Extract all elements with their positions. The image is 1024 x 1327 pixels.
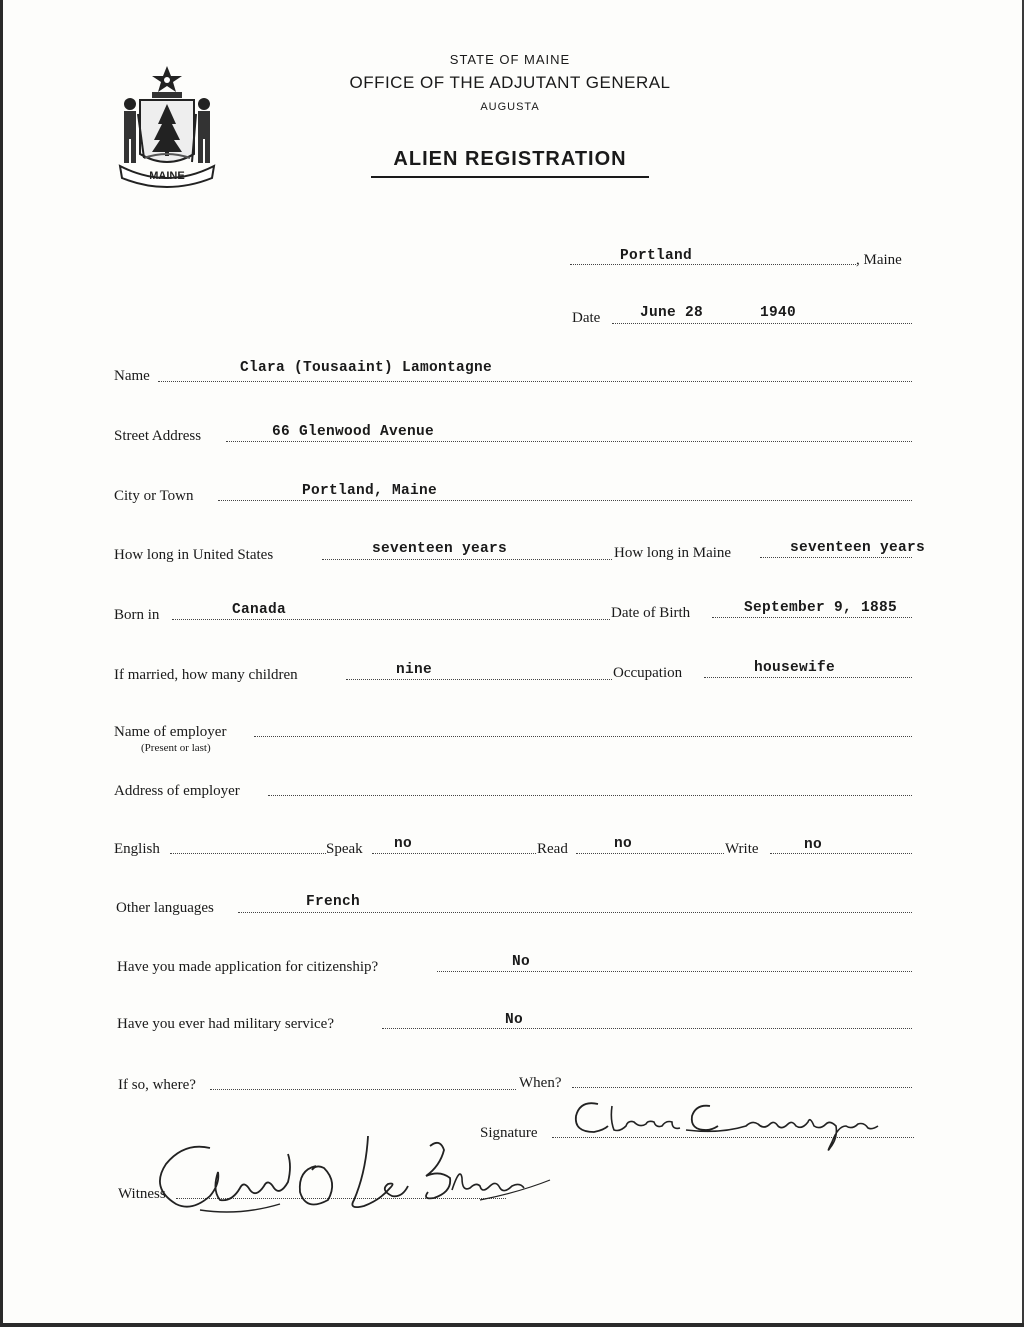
applicant-signature — [560, 1086, 920, 1166]
citizenship-dots — [437, 971, 912, 972]
born-value: Canada — [232, 602, 287, 618]
scan-edge-left — [0, 0, 3, 1327]
street-label: Street Address — [114, 428, 202, 444]
citizenship-label: Have you made application for citizenship? — [117, 959, 379, 975]
write-value: no — [804, 837, 823, 853]
date-dots — [612, 323, 912, 324]
other-languages-label: Other languages — [116, 900, 214, 916]
write-label: Write — [725, 841, 759, 857]
military-dots — [382, 1028, 912, 1029]
place-value: Portland — [620, 248, 693, 264]
svg-text:MAINE: MAINE — [149, 170, 185, 182]
maine-label: How long in Maine — [614, 545, 732, 561]
city-dots — [218, 500, 912, 501]
employer-name-dots — [254, 736, 912, 737]
when-label: When? — [519, 1075, 562, 1091]
where-dots — [210, 1089, 516, 1090]
occupation-label: Occupation — [613, 665, 683, 681]
scan-edge-bottom — [0, 1323, 1024, 1327]
dob-dots — [712, 617, 912, 618]
employer-address-dots — [268, 795, 912, 796]
read-value: no — [614, 836, 633, 852]
born-label: Born in — [114, 607, 160, 623]
occupation-value: housewife — [754, 660, 836, 676]
speak-label: Speak — [326, 841, 363, 857]
maine-value: seventeen years — [790, 540, 926, 556]
military-label: Have you ever had military service? — [117, 1016, 334, 1032]
english-dots — [170, 853, 326, 854]
employer-name-label: Name of employer — [114, 724, 227, 740]
signature-label: Signature — [480, 1125, 538, 1141]
us-value: seventeen years — [372, 541, 508, 557]
dob-value: September 9, 1885 — [744, 600, 898, 616]
name-dots — [158, 381, 912, 382]
children-label: If married, how many children — [114, 667, 298, 683]
children-value: nine — [396, 662, 433, 678]
form-title: ALIEN REGISTRATION — [393, 148, 627, 170]
citizenship-value: No — [512, 954, 531, 970]
header-office: OFFICE OF THE ADJUTANT GENERAL — [349, 73, 671, 92]
english-label: English — [114, 841, 160, 857]
dob-label: Date of Birth — [611, 605, 691, 621]
read-label: Read — [537, 841, 568, 857]
us-label: How long in United States — [114, 547, 274, 563]
employer-name-note: (Present or last) — [141, 742, 211, 754]
other-languages-dots — [238, 912, 912, 913]
born-dots — [172, 619, 610, 620]
header-city: AUGUSTA — [480, 101, 540, 113]
seal-motto — [112, 62, 222, 190]
name-value: Clara (Tousaaint) Lamontagne — [240, 360, 493, 376]
occupation-dots — [704, 677, 912, 678]
place-suffix: , Maine — [856, 252, 902, 268]
date-label: Date — [572, 310, 601, 326]
date-year: 1940 — [760, 305, 797, 321]
speak-dots — [372, 853, 536, 854]
children-dots — [346, 679, 612, 680]
speak-value: no — [394, 836, 413, 852]
military-value: No — [505, 1012, 524, 1028]
us-dots — [322, 559, 612, 560]
witness-label: Witness — [118, 1186, 166, 1202]
write-dots — [770, 853, 912, 854]
where-label: If so, where? — [118, 1077, 196, 1093]
city-value: Portland, Maine — [302, 483, 438, 499]
street-value: 66 Glenwood Avenue — [272, 424, 435, 440]
city-label: City or Town — [114, 488, 194, 504]
name-label: Name — [114, 368, 150, 384]
witness-signature — [140, 1126, 560, 1236]
maine-dots — [760, 557, 912, 558]
place-dots — [570, 264, 856, 265]
street-dots — [226, 441, 912, 442]
header-state: STATE OF MAINE — [449, 52, 571, 67]
date-month-day: June 28 — [640, 305, 704, 321]
title-underline — [371, 176, 649, 178]
employer-address-label: Address of employer — [114, 783, 240, 799]
other-languages-value: French — [306, 894, 361, 910]
read-dots — [576, 853, 724, 854]
